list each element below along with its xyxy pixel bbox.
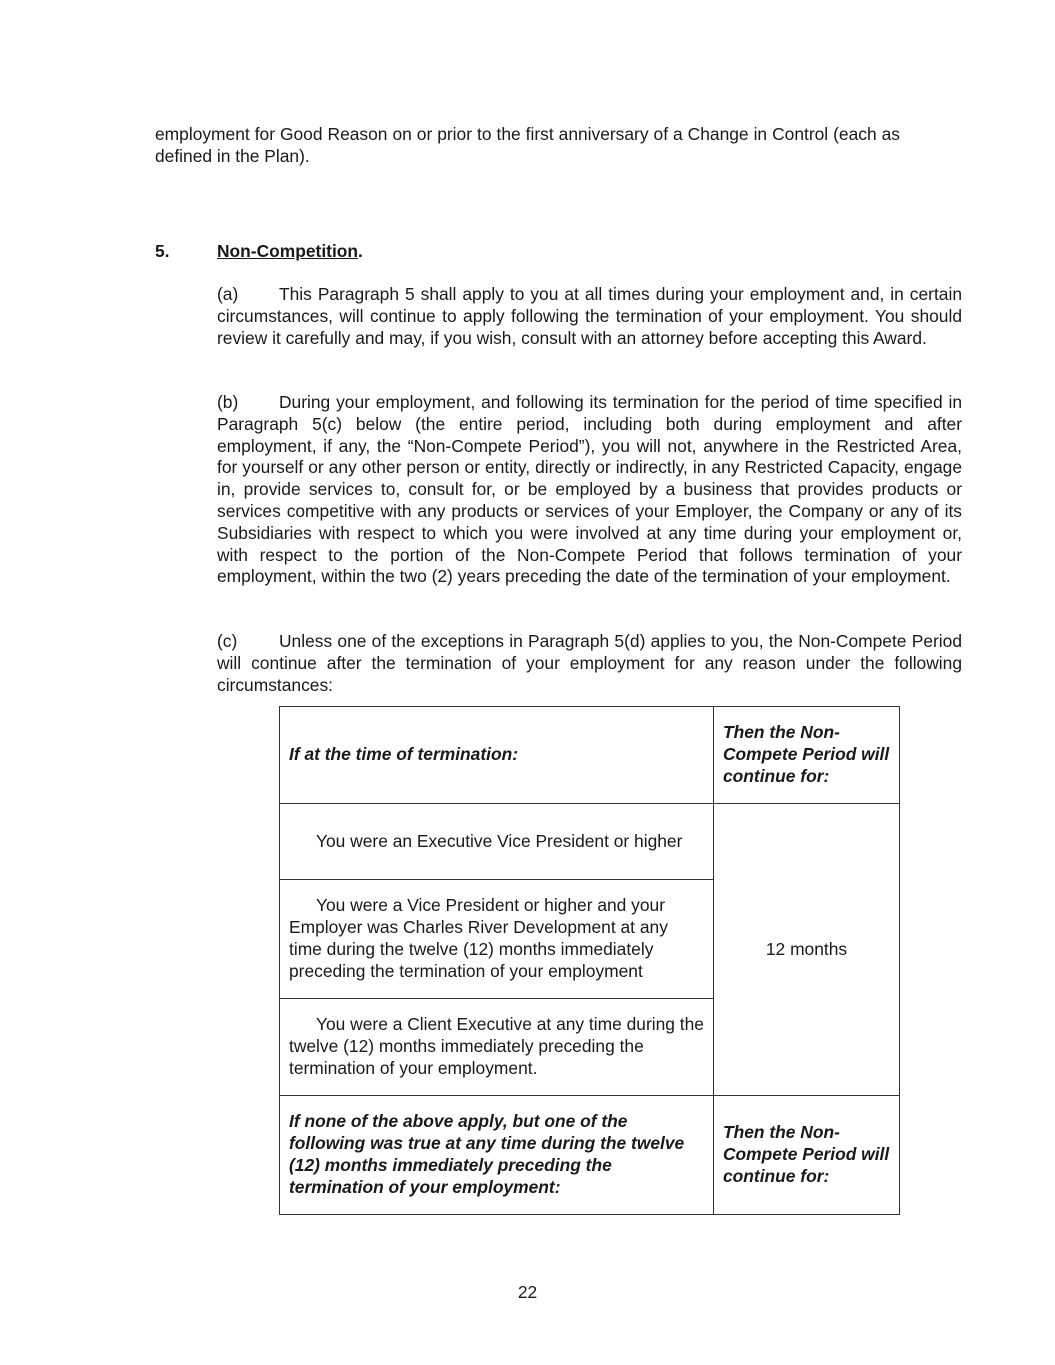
paragraph-a (155, 284, 962, 349)
non-compete-table (279, 706, 900, 1215)
table-row-condition: You were an Executive Vice President or higher (280, 804, 714, 880)
table-header-row (280, 707, 900, 804)
paragraph-b-text: During your employment, and following its termination for the period of time specified in Paragraph 5(c) below (the entire period, including both during employment and after employment, if any, the “Non-Compete Period”), you will not, anywhere in the Restricted Area, for yourself or any other person or entity, directly or indirectly, in any Restricted Capacity, engage in, provide services to, consult for, or be employed by a business that provides products or services competitive with any products or services of your Employer, the Company or any of its Subsidiaries with respect to which you were involved at any time during your employment or, with respect to the portion of the Non-Compete Period that follows termination of your employment, within the two (2) years preceding the date of the termination of your employment. (217, 392, 962, 587)
intro-paragraph: employment for Good Reason on or prior to the first anniversary of a Change in Control (each as defined in the Plan). (155, 124, 900, 166)
page-number: 22 (517, 1282, 538, 1302)
paragraph-a-label: (a) (217, 284, 239, 304)
paragraph-a-text: This Paragraph 5 shall apply to you at all times during your employment and, in certain circumstances, will continue to apply following the termination of your employment. You should review it carefully and may, if you wish, consult with an attorney before accepting this Award. (217, 284, 962, 348)
table-row-condition: You were a Vice President or higher and your Employer was Charles River Development at any time during the twelve (12) months immediately preceding the termination of your employment (280, 880, 714, 999)
table-footer-left: If none of the above apply, but one of the following was true at any time during the twelve (12) months immediately preceding the termination of your employment: (280, 1096, 714, 1215)
section-title: Non-Competition (217, 241, 359, 261)
paragraph-b (155, 392, 962, 588)
paragraph-c-label: (c) (217, 631, 238, 651)
section-heading (155, 241, 900, 263)
table-row (280, 804, 900, 880)
table-footer-right: Then the Non-Compete Period will continue for: (714, 1096, 900, 1215)
table-merged-duration: 12 months (714, 804, 900, 1096)
table-header-right: Then the Non-Compete Period will continue for: (714, 707, 900, 804)
paragraph-c (155, 631, 962, 696)
table-footer-row (280, 1096, 900, 1215)
section-number: 5. (155, 241, 170, 261)
table-header-left: If at the time of termination: (280, 707, 714, 804)
paragraph-b-label: (b) (217, 392, 239, 412)
paragraph-c-text: Unless one of the exceptions in Paragraph 5(d) applies to you, the Non-Compete Period will continue after the termination of your employment for any reason under the following circumstances: (217, 631, 962, 695)
table-row-condition: You were a Client Executive at any time during the twelve (12) months immediately preceding the termination of your employment. (280, 999, 714, 1096)
section-title-suffix: . (358, 241, 363, 261)
